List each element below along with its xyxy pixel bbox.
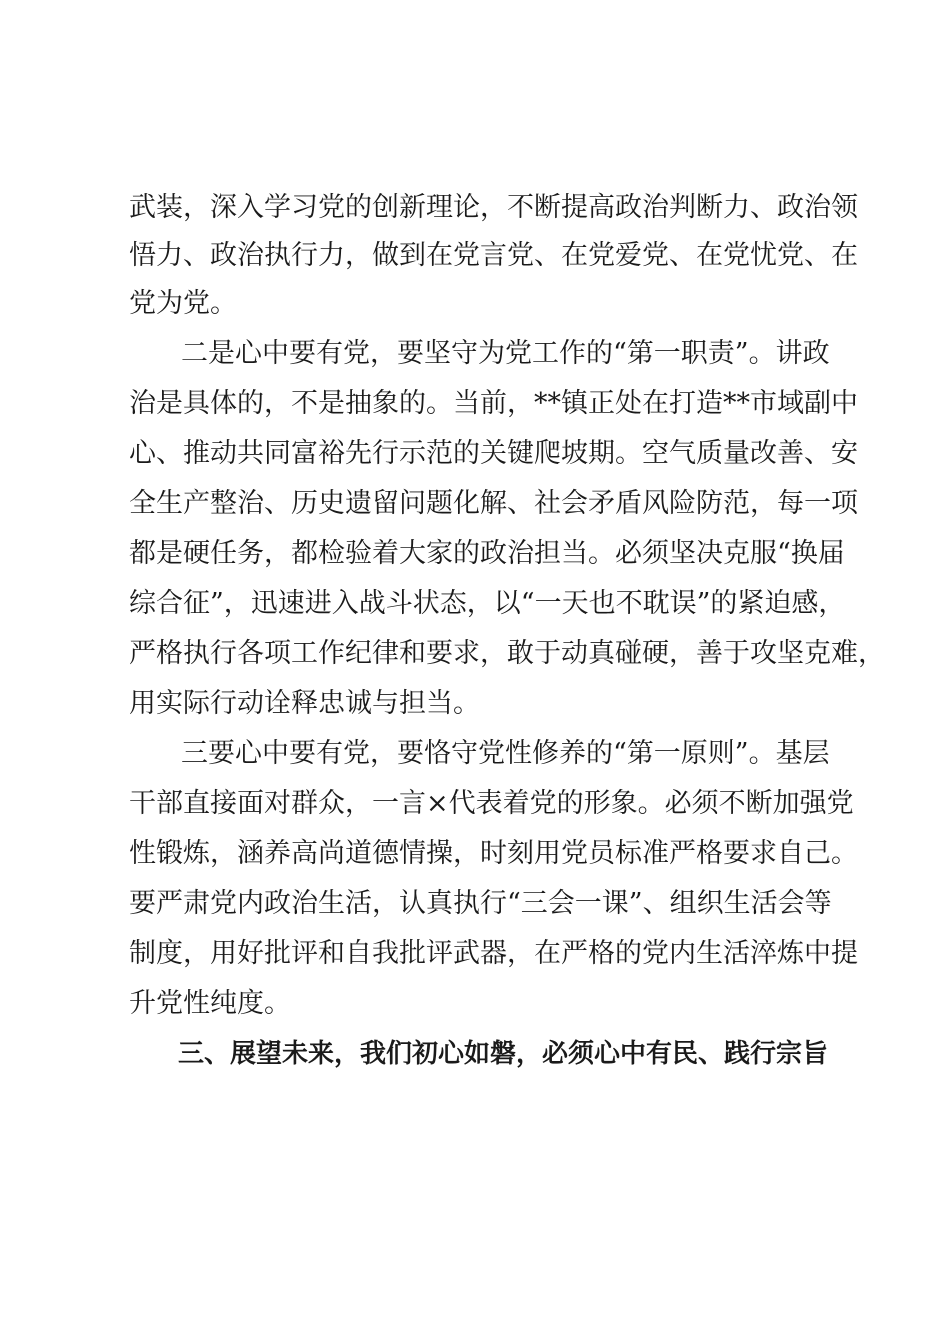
paragraph-2-line-1: 二是心中要有党，要坚守为党工作的“第一职责”。讲政 bbox=[181, 338, 830, 369]
paragraph-2-line-4: 全生产整治、历史遗留问题化解、社会矛盾风险防范，每一项 bbox=[129, 488, 858, 519]
section-heading-3: 三、展望未来，我们初心如磐，必须心中有民、践行宗旨 bbox=[178, 1039, 829, 1069]
paragraph-3-line-6: 升党性纯度。 bbox=[129, 988, 291, 1019]
paragraph-2-line-2: 治是具体的，不是抽象的。当前，**镇正处在打造**市域副中 bbox=[129, 388, 858, 419]
paragraph-2-line-6: 综合征”，迅速进入战斗状态，以“一天也不耽误”的紧迫感， bbox=[129, 588, 846, 619]
paragraph-2-line-8: 用实际行动诠释忠诚与担当。 bbox=[129, 688, 480, 719]
paragraph-3-line-5: 制度，用好批评和自我批评武器，在严格的党内生活淬炼中提 bbox=[129, 938, 858, 969]
paragraph-1-line-1: 武装，深入学习党的创新理论，不断提高政治判断力、政治领 bbox=[129, 192, 858, 223]
paragraph-3-line-3: 性锻炼，涵养高尚道德情操，时刻用党员标准严格要求自己。 bbox=[129, 838, 858, 869]
paragraph-3-line-1: 三要心中要有党，要恪守党性修养的“第一原则”。基层 bbox=[181, 738, 830, 769]
paragraph-1-line-2: 悟力、政治执行力，做到在党言党、在党爱党、在党忧党、在 bbox=[129, 240, 858, 271]
paragraph-1-line-3: 党为党。 bbox=[129, 288, 237, 319]
paragraph-2-line-5: 都是硬任务，都检验着大家的政治担当。必须坚决克服“换届 bbox=[129, 538, 845, 569]
paragraph-3-line-4: 要严肃党内政治生活，认真执行“三会一课”、组织生活会等 bbox=[129, 888, 832, 919]
paragraph-2-line-7: 严格执行各项工作纪律和要求，敢于动真碰硬，善于攻坚克难， bbox=[129, 638, 885, 669]
paragraph-2-line-3: 心、推动共同富裕先行示范的关键爬坡期。空气质量改善、安 bbox=[129, 438, 858, 469]
paragraph-3-line-2: 干部直接面对群众，一言×代表着党的形象。必须不断加强党 bbox=[129, 788, 854, 819]
